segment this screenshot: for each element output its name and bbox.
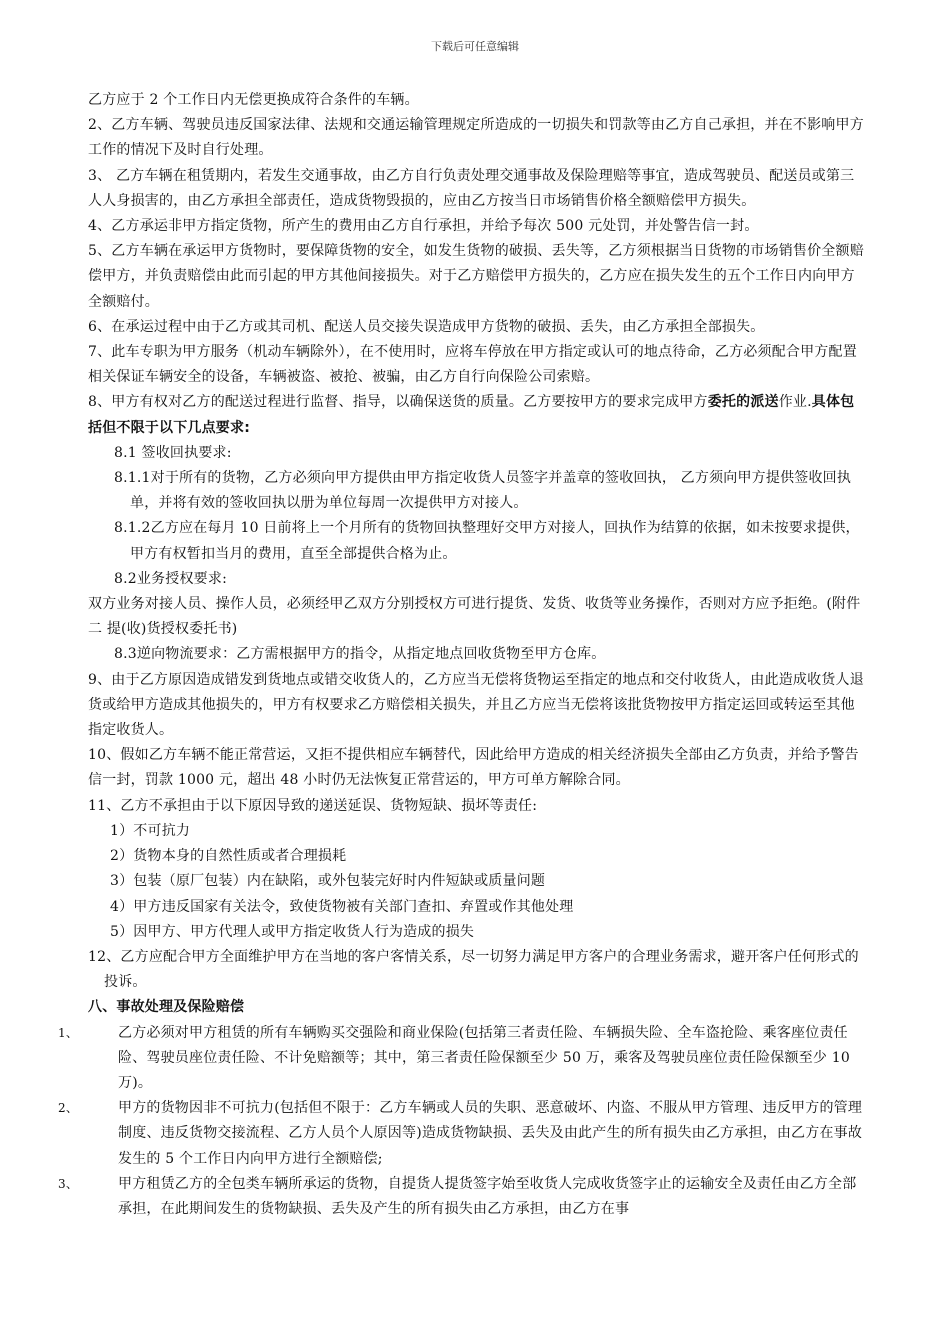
page-header: 下载后可任意编辑: [431, 40, 519, 53]
paragraph: 乙方应于 2 个工作日内无偿更换成符合条件的车辆。: [88, 92, 419, 108]
clause-11: 11、乙方不承担由于以下原因导致的递送延误、货物短缺、损坏等责任:: [88, 797, 538, 814]
document-body: [58, 88, 868, 1222]
clause-8-bold-1: 委托的派送: [707, 394, 779, 411]
clause-8-text: 8、甲方有权对乙方的配送过程进行监督、指导，以确保送货的质量。乙方要按甲方的要求完成甲方: [88, 394, 708, 411]
item-text: 甲方的货物因非不可抗力(包括但不限于：乙方车辆或人员的失职、恶意破坏、内盗、不服从甲方管理、违反甲方的管理制度、违反货物交接流程、乙方人员个人原因等)造成货物缺损、丢失及由此产生的所有损失由乙方承担，由乙方在事故发生的 5 个工作日内向甲方进行全额赔偿;: [118, 1100, 863, 1167]
clause-8-1-2: 8.1.2乙方应在每月 10 日前将上一个月所有的货物回执整理好交甲方对接人，回执作为结算的依据，如未按要求提供，甲方有权暂扣当月的费用，直至全部提供合格为止。: [114, 520, 860, 562]
list-item: 2）货物本身的自然性质或者合理损耗: [110, 848, 347, 865]
item-number: 3、: [58, 1176, 79, 1191]
clause-6: 6、在承运过程中由于乙方或其司机、配送人员交接失误造成甲方货物的破损、丢失，由乙方承担全部损失。: [88, 318, 765, 335]
list-item: 1）不可抗力: [110, 822, 191, 839]
clause-8-1-1: 8.1.1对于所有的货物，乙方必须向甲方提供由甲方指定收货人员签字并盖章的签收回执， 乙方须向甲方提供签收回执单，并将有效的签收回执以册为单位每周一次提供甲方对接人。: [114, 470, 852, 512]
list-item: 4）甲方违反国家有关法令，致使货物被有关部门查扣、弃置或作其他处理: [110, 898, 574, 915]
item-text: 乙方必须对甲方租赁的所有车辆购买交强险和商业保险(包括第三者责任险、车辆损失险、全车盗抢险、乘客座位责任险、驾驶员座位责任险、不计免赔额等；其中，第三者责任险保额至少 50 万，乘客及驾驶员座位责任险保额至少 10 万)。: [118, 1024, 850, 1091]
clause-2: 2、乙方车辆、驾驶员违反国家法律、法规和交通运输管理规定所造成的一切损失和罚款等由乙方自己承担，并在不影响甲方工作的情况下及时自行处理。: [88, 117, 864, 159]
clause-4: 4、乙方承运非甲方指定货物，所产生的费用由乙方自行承担，并给予每次 500 元处罚，并处警告信一封。: [88, 218, 759, 235]
item-number: 2、: [58, 1101, 79, 1116]
clause-10: 10、假如乙方车辆不能正常营运，又拒不提供相应车辆替代，因此给甲方造成的相关经济损失全部由乙方负责，并给予警告信一封，罚款 1000 元，超出 48 小时仍无法恢复正常营运的，甲方可单方解除合同。: [88, 747, 859, 789]
section-8-item-1: [58, 1021, 868, 1097]
item-text: 甲方租赁乙方的全包类车辆所承运的货物，自提货人提货签字始至收货人完成收货签字止的运输安全及责任由乙方全部承担，在此期间发生的货物缺损、丢失及产生的所有损失由乙方承担，由乙方在事: [118, 1175, 857, 1217]
section-heading: 八、事故处理及保险赔偿: [88, 999, 245, 1016]
clause-8-2-text: 双方业务对接人员、操作人员，必须经甲乙双方分别授权方可进行提货、发货、收货等业务操作，否则对方应予拒绝。(附件二 提(收)货授权委托书): [88, 596, 861, 638]
section-8-item-3: [58, 1172, 868, 1222]
section-8-item-2: [58, 1096, 868, 1172]
clause-7: 7、此车专职为甲方服务（机动车辆除外），在不使用时，应将车停放在甲方指定或认可的地点待命，乙方必须配合甲方配置相关保证车辆安全的设备，车辆被盗、被抢、被骗，由乙方自行向保险公司索赔。: [88, 344, 857, 386]
clause-9: 9、由于乙方原因造成错发到货地点或错交收货人的，乙方应当无偿将货物运至指定的地点和交付收货人，由此造成收货人退货或给甲方造成其他损失的，甲方有权要求乙方赔偿相关损失，并且乙方应当无偿将该批货物按甲方指定运回或转运至其他指定收货人。: [88, 671, 864, 739]
clause-8-2: 8.2业务授权要求:: [114, 570, 227, 587]
list-item: 5）因甲方、甲方代理人或甲方指定收货人行为造成的损失: [110, 923, 475, 940]
clause-8-text-2: 作业.: [778, 394, 812, 411]
clause-3: 3、 乙方车辆在租赁期内，若发生交通事故，由乙方自行负责处理交通事故及保险理赔等事宜，造成驾驶员、配送员或第三人人身损害的，由乙方承担全部责任，造成货物毁损的，应由乙方按当日市场销售价格全额赔偿甲方损失。: [88, 167, 855, 209]
list-item: 3）包装（原厂包装）内在缺陷，或外包装完好时内件短缺或质量问题: [110, 873, 546, 890]
clause-8-3: 8.3逆向物流要求：乙方需根据甲方的指令，从指定地点回收货物至甲方仓库。: [114, 646, 606, 663]
clause-5: 5、乙方车辆在承运甲方货物时，要保障货物的安全，如发生货物的破损、丢失等，乙方须根据当日货物的市场销售价全额赔偿甲方，并负责赔偿由此而引起的甲方其他间接损失。对于乙方赔偿甲方损失的，乙方应在损失发生的五个工作日内向甲方全额赔付。: [88, 243, 864, 310]
item-number: 1、: [58, 1025, 79, 1040]
clause-8-bold-2: 具体包括但不限于以下几点要求:: [88, 394, 855, 436]
clause-12: 12、乙方应配合甲方全面维护甲方在当地的客户客情关系，尽一切努力满足甲方客户的合理业务需求，避开客户任何形式的投诉。: [88, 948, 859, 991]
clause-8-1: 8.1 签收回执要求:: [114, 444, 232, 461]
clause-8: [88, 390, 868, 440]
